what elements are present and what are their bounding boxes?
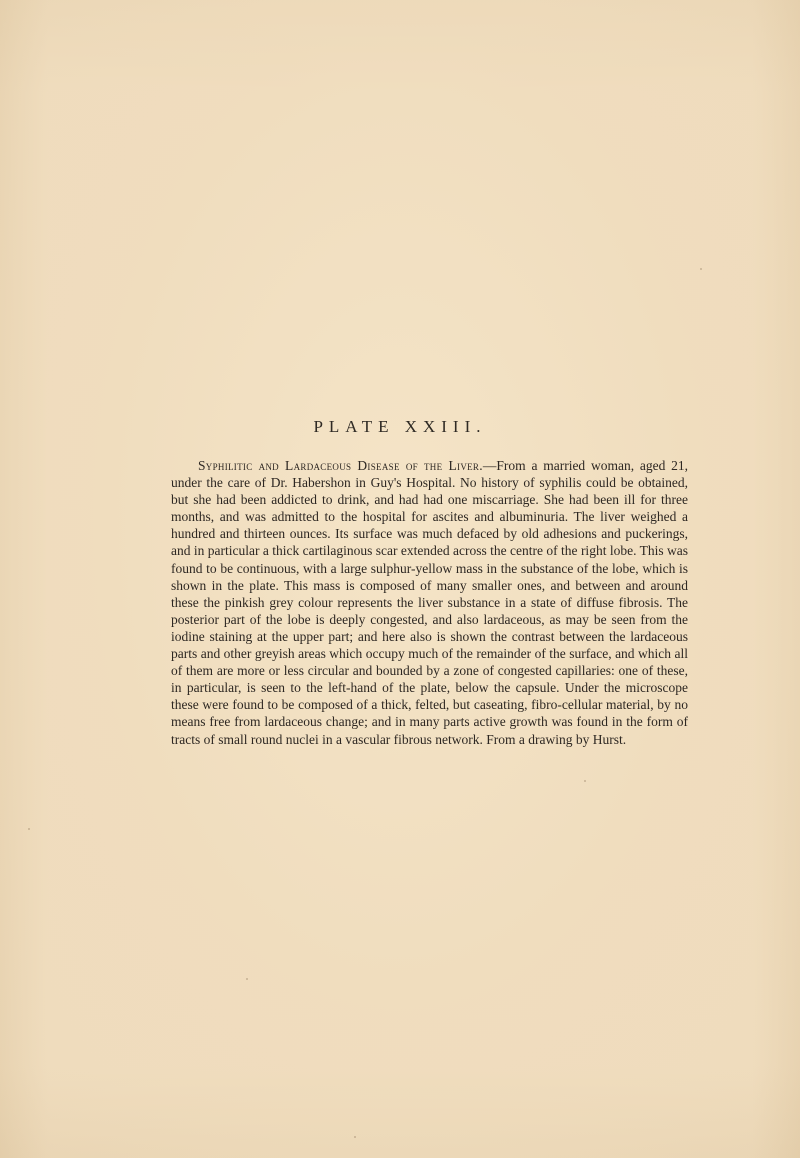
plate-title: PLATE XXIII. [313,417,487,436]
description-lead: Syphilitic and Lardaceous Disease of the Liver. [198,458,483,473]
paper-speck [700,268,702,270]
paper-speck [354,1136,356,1138]
paper-speck [28,828,30,830]
plate-description [171,457,688,748]
description-body: —From a married woman, aged 21, under the care of Dr. Habershon in Guy's Hospital. No history of syphilis could be obtained, but she had been addicted to drink, and had had one miscarriage. She had been ill for three months, and was admitted to the hospital for ascites and albuminuria. The liver weighed a hundred and thirteen ounces. Its surface was much defaced by old adhesions and puckerings, and in particular a thick cartilaginous scar extended across the centre of the right lobe. This was found to be continuous, with a large sulphur-yellow mass in the substance of the lobe, which is shown in the plate. This mass is composed of many smaller ones, and between and around these the pinkish grey colour represents the liver substance in a state of diffuse fibrosis. The posterior part of the lobe is deeply congested, and also lardaceous, as may be seen from the iodine staining at the upper part; and here also is shown the contrast between the lardaceous parts and other greyish areas which occupy much of the remainder of the surface, and which all of them are more or less circular and bounded by a zone of congested capillaries: one of these, in particular, is seen to the left-hand of the plate, below the capsule. Under the microscope these were found to be composed of a thick, felted, but caseating, fibro-cellular material, by no means free from lardaceous change; and in many parts active growth was found in the form of tracts of small round nuclei in a vascular fibrous network. From a drawing by Hurst. [171,458,688,747]
paper-speck [246,978,248,980]
paper-speck [584,780,586,782]
